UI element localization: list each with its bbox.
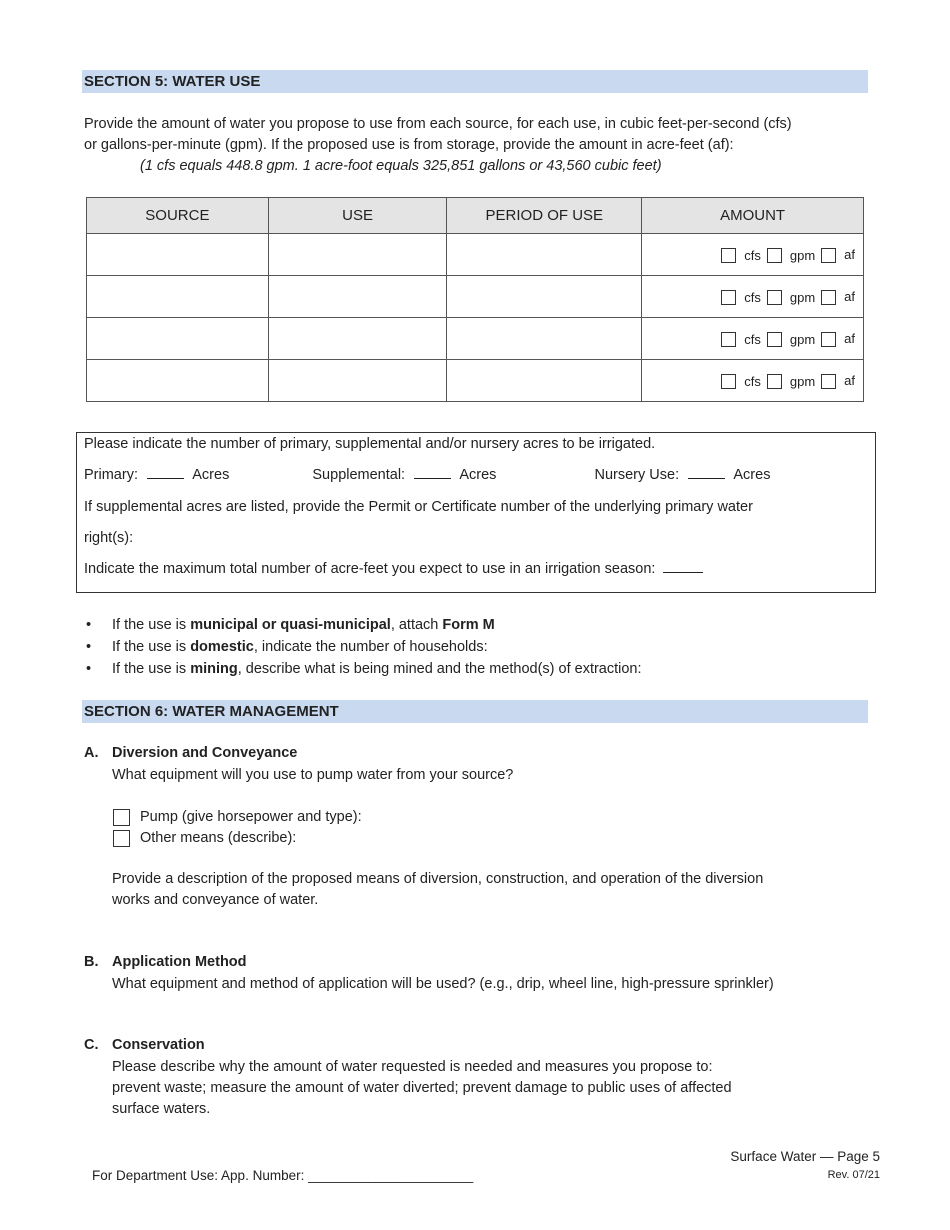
amount-cell xyxy=(642,318,864,360)
period-cell[interactable] xyxy=(447,360,642,402)
acres-instruction: Please indicate the number of primary, supplemental and/or nursery acres to be irrigated. xyxy=(84,436,656,452)
gpm-label: gpm xyxy=(789,373,816,389)
intro-line-1: Provide the amount of water you propose to use from each source, for each use, in cubic feet-per-second (cfs) xyxy=(84,116,792,132)
subsection-b-title: Application Method xyxy=(112,954,247,970)
bullet-domestic: • If the use is domestic, indicate the number of households: xyxy=(86,639,488,655)
cfs-label: cfs xyxy=(744,373,761,389)
af-label: af xyxy=(844,289,855,305)
subsection-a-question: What equipment will you use to pump water from your source? xyxy=(112,767,514,783)
use-cell[interactable] xyxy=(268,360,447,402)
source-cell[interactable] xyxy=(87,234,269,276)
nursery-acres-unit: Acres xyxy=(733,467,771,483)
supplemental-permit-instruction: If supplemental acres are listed, provide the Permit or Certificate number of the underlying primary water xyxy=(84,499,753,515)
col-header-amount: AMOUNT xyxy=(642,198,864,234)
water-rights-label: right(s): xyxy=(84,530,134,546)
pump-option-label: Pump (give horsepower and type): xyxy=(140,809,362,825)
col-header-use: USE xyxy=(268,198,447,234)
amount-cell xyxy=(642,234,864,276)
subsection-b-question: What equipment and method of application will be used? (e.g., drip, wheel line, high-pressure sprinkler) xyxy=(112,976,774,992)
source-cell[interactable] xyxy=(87,276,269,318)
other-means-option[interactable] xyxy=(113,828,296,848)
subsection-b-letter: B. xyxy=(84,954,99,970)
department-use-field: For Department Use: App. Number: ______________________ xyxy=(92,1168,474,1183)
section-5-intro xyxy=(84,114,874,177)
subsection-c-title: Conservation xyxy=(112,1037,205,1053)
gpm-label: gpm xyxy=(789,331,816,347)
nursery-acres-field[interactable] xyxy=(688,478,725,479)
other-means-label: Other means (describe): xyxy=(140,830,297,846)
supplemental-acres-unit: Acres xyxy=(459,467,497,483)
cfs-checkbox[interactable] xyxy=(721,248,736,263)
af-label: af xyxy=(844,247,855,263)
amount-cell xyxy=(642,276,864,318)
conversion-note: (1 cfs equals 448.8 gpm. 1 acre-foot equals 325,851 gallons or 43,560 cubic feet) xyxy=(140,158,662,174)
acres-row xyxy=(84,467,867,483)
primary-label: Primary: xyxy=(84,467,138,483)
diversion-description-prompt: Provide a description of the proposed means of diversion, construction, and operation of the diversion works and conveyance of water. xyxy=(112,871,764,908)
gpm-checkbox[interactable] xyxy=(767,290,782,305)
table-row xyxy=(87,234,864,276)
primary-acres-field[interactable] xyxy=(147,478,184,479)
af-label: af xyxy=(844,331,855,347)
cfs-checkbox[interactable] xyxy=(721,374,736,389)
gpm-checkbox[interactable] xyxy=(767,374,782,389)
supplemental-label: Supplemental: xyxy=(312,467,406,483)
table-row xyxy=(87,360,864,402)
af-checkbox[interactable] xyxy=(821,248,836,263)
page-label: Surface Water — Page 5 xyxy=(730,1149,880,1164)
bullet-mining: • If the use is mining, describe what is being mined and the method(s) of extraction: xyxy=(86,661,642,677)
gpm-label: gpm xyxy=(789,247,816,263)
subsection-c-text: Please describe why the amount of water requested is needed and measures you propose to: prevent waste; measure the amount of water diverted; prevent damage to public uses of affected surface waters. xyxy=(112,1059,732,1117)
col-header-period: PERIOD OF USE xyxy=(447,198,642,234)
source-cell[interactable] xyxy=(87,318,269,360)
cfs-label: cfs xyxy=(744,289,761,305)
col-header-source: SOURCE xyxy=(87,198,269,234)
use-cell[interactable] xyxy=(268,276,447,318)
use-cell[interactable] xyxy=(268,234,447,276)
gpm-label: gpm xyxy=(789,289,816,305)
subsection-a-title: Diversion and Conveyance xyxy=(112,745,298,761)
bullet-municipal: • If the use is municipal or quasi-municipal, attach Form M xyxy=(86,617,495,633)
pump-option[interactable] xyxy=(113,807,362,827)
pump-checkbox[interactable] xyxy=(113,809,130,826)
af-checkbox[interactable] xyxy=(821,332,836,347)
water-use-table xyxy=(86,197,864,402)
period-cell[interactable] xyxy=(447,276,642,318)
cfs-checkbox[interactable] xyxy=(721,290,736,305)
max-acre-feet-row xyxy=(84,561,867,577)
cfs-label: cfs xyxy=(744,331,761,347)
cfs-label: cfs xyxy=(744,247,761,263)
amount-cell xyxy=(642,360,864,402)
supplemental-acres-field[interactable] xyxy=(414,478,451,479)
af-label: af xyxy=(844,373,855,389)
use-cell[interactable] xyxy=(268,318,447,360)
period-cell[interactable] xyxy=(447,234,642,276)
table-row xyxy=(87,276,864,318)
other-means-checkbox[interactable] xyxy=(113,830,130,847)
af-checkbox[interactable] xyxy=(821,374,836,389)
section-6-header: SECTION 6: WATER MANAGEMENT xyxy=(82,700,868,723)
acres-box xyxy=(76,432,876,593)
af-checkbox[interactable] xyxy=(821,290,836,305)
section-5-header: SECTION 5: WATER USE xyxy=(82,70,868,93)
period-cell[interactable] xyxy=(447,318,642,360)
max-acre-feet-label: Indicate the maximum total number of acre-feet you expect to use in an irrigation season: xyxy=(84,561,656,577)
gpm-checkbox[interactable] xyxy=(767,332,782,347)
gpm-checkbox[interactable] xyxy=(767,248,782,263)
nursery-label: Nursery Use: xyxy=(594,467,680,483)
revision-label: Rev. 07/21 xyxy=(827,1169,880,1181)
subsection-c-letter: C. xyxy=(84,1037,99,1053)
intro-line-2: or gallons-per-minute (gpm). If the proposed use is from storage, provide the amount in acre-feet (af): xyxy=(84,137,734,153)
page-footer xyxy=(730,1149,880,1181)
cfs-checkbox[interactable] xyxy=(721,332,736,347)
use-type-bullets xyxy=(84,614,642,680)
max-acre-feet-field[interactable] xyxy=(663,572,703,573)
source-cell[interactable] xyxy=(87,360,269,402)
table-row xyxy=(87,318,864,360)
subsection-a-letter: A. xyxy=(84,745,99,761)
primary-acres-unit: Acres xyxy=(192,467,230,483)
